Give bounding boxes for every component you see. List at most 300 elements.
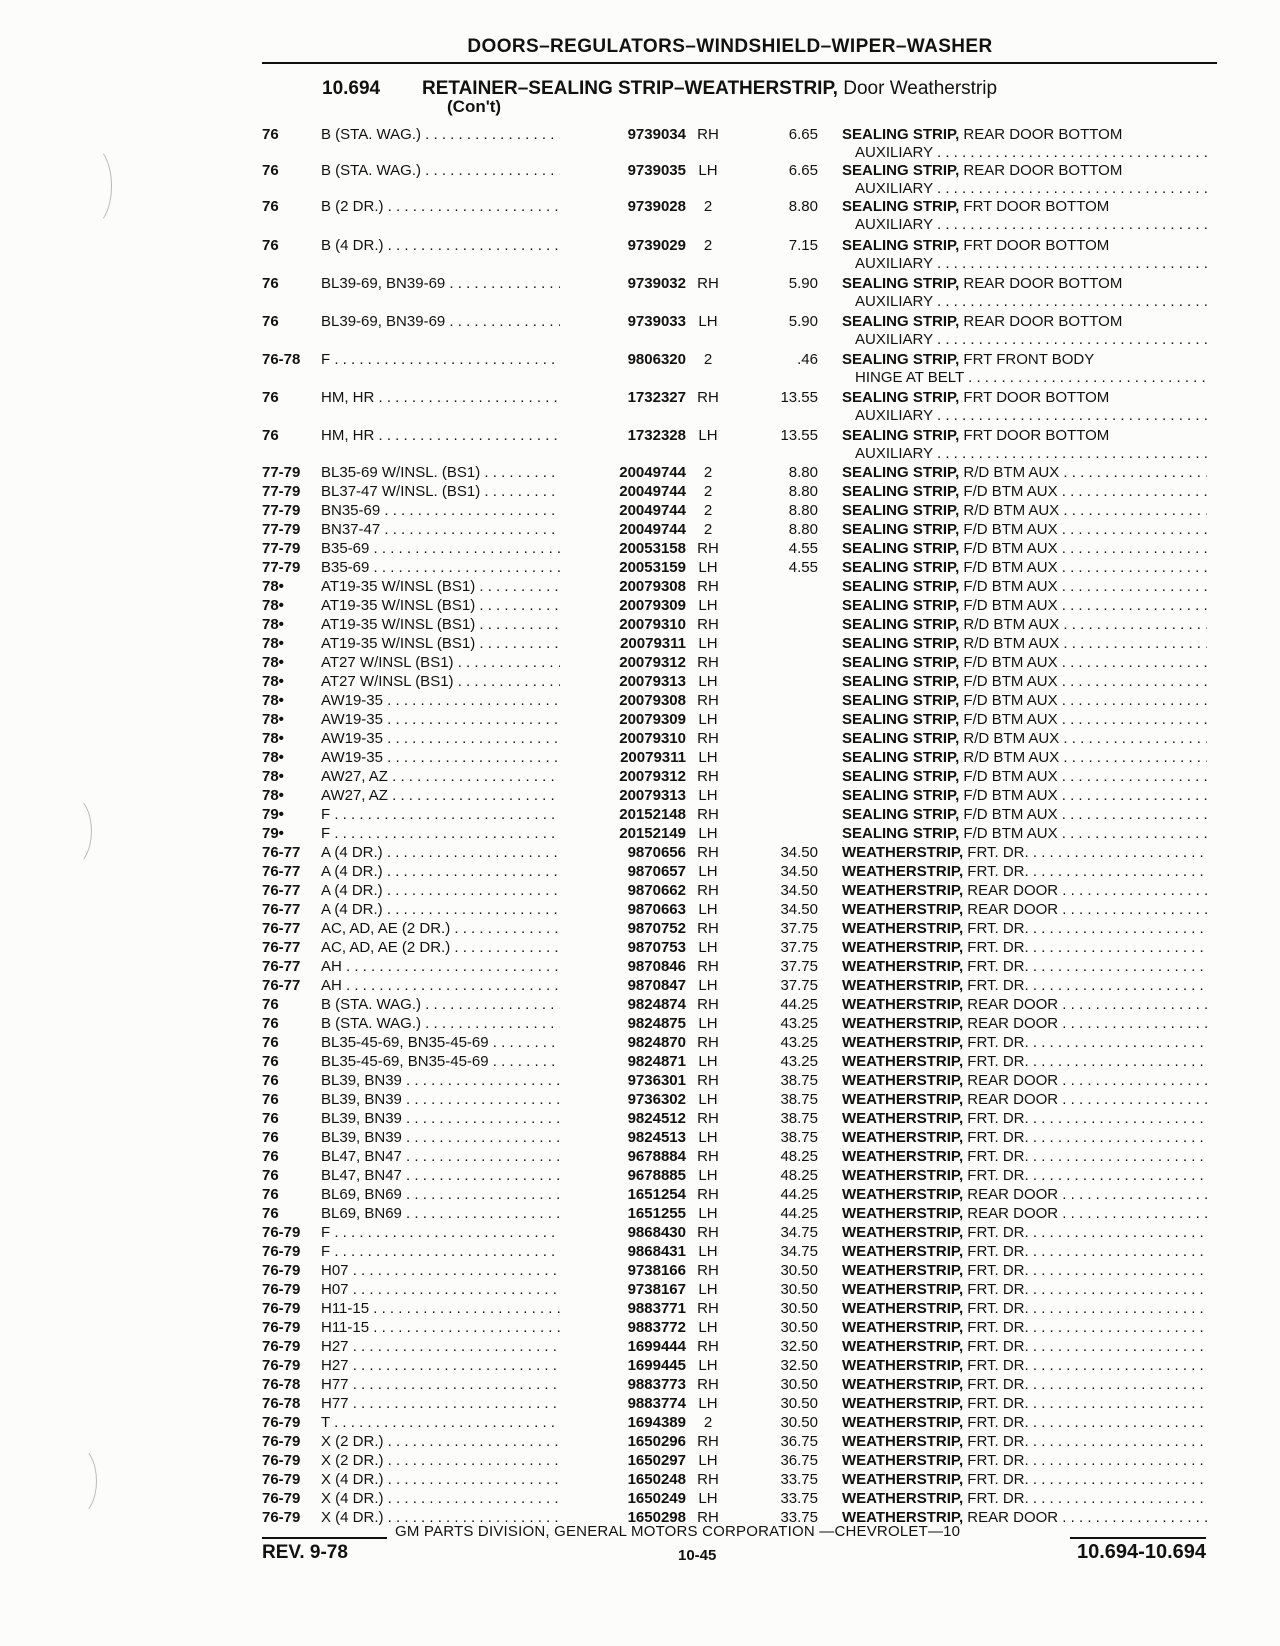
table-row [0,521,1280,539]
model-year: 78• [262,787,284,804]
list-price: 43.25 [780,1053,818,1070]
model-year: 78• [262,578,284,595]
part-number: 1732327 [560,389,686,407]
table-row [0,1471,1280,1489]
list-price: 30.50 [780,1414,818,1431]
section-range: 10.694-10.694 [1076,1541,1206,1563]
table-row-continuation [0,445,1280,463]
model-code: BL39, BN39 . . . [321,1091,584,1109]
description-name: WEATHERSTRIP, [842,958,964,975]
quantity-side: LH [698,1490,718,1507]
model-code: F . . . [321,1243,584,1261]
model-code: B (4 DR.) . . . [321,237,584,255]
section-title-bold: RETAINER–SEALING STRIP–WEATHERSTRIP, [422,78,838,99]
description-name: WEATHERSTRIP, [842,1376,964,1393]
quantity-side: 2 [703,237,713,254]
table-row [0,1034,1280,1052]
table-row [0,198,1280,216]
table-row [0,162,1280,180]
table-row-continuation [0,293,1280,311]
model-code: A (4 DR.) . . . [321,844,584,862]
description-detail: REAR DOOR BOTTOM [959,126,1123,143]
part-number: 20053159 [560,559,686,577]
quantity-side: RH [697,844,719,861]
model-code: X (4 DR.) . . . [321,1509,584,1527]
part-description [842,559,1207,577]
description-name: SEALING STRIP, [842,692,960,709]
description-detail: FRT. DR. [963,844,1029,861]
table-row [0,1433,1280,1451]
model-code: X (2 DR.) . . . [321,1433,584,1451]
quantity-side: LH [698,825,718,842]
model-year: 76 [262,237,279,254]
list-price: 34.50 [780,901,818,918]
table-row [0,275,1280,293]
model-code: BL37-47 W/INSL. (BS1) . . . [321,483,584,501]
model-code: B (2 DR.) . . . [321,198,584,216]
description-name: WEATHERSTRIP, [842,1243,964,1260]
table-row [0,597,1280,615]
quantity-side: RH [697,882,719,899]
table-row [0,1186,1280,1204]
quantity-side: LH [698,939,718,956]
table-row [0,996,1280,1014]
model-year: 78• [262,692,284,709]
list-price: 48.25 [780,1167,818,1184]
quantity-side: RH [697,616,719,633]
description-name: SEALING STRIP, [842,635,960,652]
description-name: WEATHERSTRIP, [842,1300,964,1317]
part-description [842,1015,1207,1033]
part-number: 20079309 [560,597,686,615]
table-row [0,483,1280,501]
list-price: 36.75 [780,1433,818,1450]
part-description [842,825,1207,843]
model-year: 76-79 [262,1319,301,1336]
model-year: 76 [262,1186,279,1203]
part-description [842,1186,1207,1204]
list-price: 8.80 [788,521,818,538]
list-price: 13.55 [780,389,818,406]
list-price: 5.90 [788,275,818,292]
description-name: WEATHERSTRIP, [842,1395,964,1412]
model-year: 76-77 [262,977,301,994]
model-code: AC, AD, AE (2 DR.) . . . [321,920,584,938]
description-detail: F/D BTM AUX [959,711,1058,728]
part-number: 9739028 [560,198,686,216]
part-description [842,1129,1207,1147]
part-description [842,996,1207,1014]
description-name: WEATHERSTRIP, [842,882,964,899]
model-code: AH . . . [321,958,584,976]
part-number: 9678885 [560,1167,686,1185]
description-detail: FRT. DR. [963,1281,1029,1298]
description-detail: R/D BTM AUX [959,635,1060,652]
description-continuation: HINGE AT BELT . . . [855,369,1207,387]
description-name: WEATHERSTRIP, [842,1281,964,1298]
part-number: 20079313 [560,673,686,691]
footer-rule-left [262,1537,387,1539]
description-continuation: AUXILIARY . . . [855,407,1207,425]
list-price: 37.75 [780,939,818,956]
part-number: 9870657 [560,863,686,881]
description-detail: FRT. DR. [963,1034,1029,1051]
table-row [0,1395,1280,1413]
model-code: AH . . . [321,977,584,995]
list-price: 34.50 [780,844,818,861]
description-detail: FRT. DR. [963,1110,1029,1127]
quantity-side: 2 [703,502,713,519]
table-row-continuation [0,144,1280,162]
model-year: 77-79 [262,521,301,538]
model-code: BL47, BN47 . . . [321,1167,584,1185]
quantity-side: RH [697,1338,719,1355]
list-price: 5.90 [788,313,818,330]
table-row [0,977,1280,995]
list-price: 32.50 [780,1357,818,1374]
list-price: 4.55 [788,540,818,557]
quantity-side: RH [697,654,719,671]
model-code: A (4 DR.) . . . [321,863,584,881]
part-number: 9883772 [560,1319,686,1337]
table-row [0,730,1280,748]
description-detail: FRT. DR. [963,1414,1029,1431]
model-year: 76 [262,427,279,444]
table-row [0,806,1280,824]
part-number: 20079312 [560,654,686,672]
model-code: F . . . [321,351,584,369]
model-year: 76 [262,275,279,292]
part-description [842,1110,1207,1128]
list-price: 8.80 [788,198,818,215]
model-code: BL69, BN69 . . . [321,1186,584,1204]
table-row [0,1091,1280,1109]
description-detail: FRT. DR. [963,1376,1029,1393]
table-row [0,540,1280,558]
description-name: SEALING STRIP, [842,597,960,614]
model-code: T . . . [321,1414,584,1432]
part-number: 1650248 [560,1471,686,1489]
model-code: AT19-35 W/INSL (BS1) . . . [321,635,584,653]
part-number: 20079310 [560,616,686,634]
model-year: 77-79 [262,464,301,481]
part-description [842,673,1207,691]
description-name: WEATHERSTRIP, [842,1433,964,1450]
part-description [842,1072,1207,1090]
model-year: 76 [262,162,279,179]
part-description [842,616,1207,634]
table-row [0,1148,1280,1166]
part-description [842,1395,1207,1413]
quantity-side: LH [698,635,718,652]
table-row [0,787,1280,805]
list-price: 48.25 [780,1148,818,1165]
quantity-side: 2 [703,521,713,538]
description-name: WEATHERSTRIP, [842,901,964,918]
revision-label: REV. 9-78 [262,1542,348,1563]
list-price: 8.80 [788,483,818,500]
part-number: 9824870 [560,1034,686,1052]
description-detail: R/D BTM AUX [959,749,1060,766]
model-year: 76-79 [262,1452,301,1469]
part-description [842,1414,1207,1432]
quantity-side: RH [697,1433,719,1450]
description-name: SEALING STRIP, [842,654,960,671]
part-description [842,711,1207,729]
description-name: SEALING STRIP, [842,616,960,633]
list-price: 34.50 [780,863,818,880]
model-code: AW19-35 . . . [321,711,584,729]
part-number: 20152148 [560,806,686,824]
part-number: 1732328 [560,427,686,445]
part-number: 9870753 [560,939,686,957]
model-year: 78• [262,768,284,785]
model-code: AW19-35 . . . [321,730,584,748]
part-number: 20079310 [560,730,686,748]
list-price: 30.50 [780,1281,818,1298]
table-row [0,126,1280,144]
description-name: SEALING STRIP, [842,787,960,804]
quantity-side: LH [698,863,718,880]
quantity-side: RH [697,1509,719,1526]
description-detail: REAR DOOR BOTTOM [959,162,1123,179]
quantity-side: LH [698,1452,718,1469]
model-code: AW27, AZ . . . [321,787,584,805]
list-price: 43.25 [780,1034,818,1051]
table-row [0,1224,1280,1242]
model-year: 76 [262,996,279,1013]
description-detail: FRT DOOR BOTTOM [959,389,1110,406]
list-price: 4.55 [788,559,818,576]
header-rule [262,62,1217,64]
model-code: B35-69 . . . [321,559,584,577]
footer-publisher: GM PARTS DIVISION, GENERAL MOTORS CORPORATION —CHEVROLET—10 [395,1523,961,1540]
part-number: 9739032 [560,275,686,293]
model-code: H11-15 . . . [321,1300,584,1318]
part-number: 1650298 [560,1509,686,1527]
quantity-side: LH [698,1319,718,1336]
list-price: 30.50 [780,1395,818,1412]
part-description [842,635,1207,653]
description-name: SEALING STRIP, [842,126,960,143]
table-row [0,1319,1280,1337]
description-name: SEALING STRIP, [842,275,960,292]
part-description [842,351,1207,369]
model-year: 76-79 [262,1262,301,1279]
quantity-side: LH [698,1053,718,1070]
table-row [0,1414,1280,1432]
part-number: 9678884 [560,1148,686,1166]
part-description [842,313,1207,331]
description-detail: F/D BTM AUX [959,768,1058,785]
description-name: WEATHERSTRIP, [842,844,964,861]
model-code: X (4 DR.) . . . [321,1471,584,1489]
part-description [842,1034,1207,1052]
quantity-side: 2 [703,351,713,368]
model-year: 76-79 [262,1243,301,1260]
part-number: 9883771 [560,1300,686,1318]
description-name: SEALING STRIP, [842,730,960,747]
table-row [0,578,1280,596]
quantity-side: LH [698,162,718,179]
model-code: BL39-69, BN39-69 . . . [321,275,584,293]
quantity-side: RH [697,1148,719,1165]
model-year: 76-77 [262,939,301,956]
model-code: BL35-45-69, BN35-45-69 . . . [321,1034,584,1052]
quantity-side: RH [697,578,719,595]
description-detail: R/D BTM AUX [959,464,1060,481]
quantity-side: 2 [703,198,713,215]
model-year: 76 [262,1148,279,1165]
table-row [0,1072,1280,1090]
description-continuation: AUXILIARY . . . [855,255,1207,273]
list-price: 34.75 [780,1243,818,1260]
description-continuation: AUXILIARY . . . [855,180,1207,198]
model-year: 76-79 [262,1300,301,1317]
quantity-side: RH [697,389,719,406]
description-detail: REAR DOOR [963,1186,1059,1203]
part-description [842,1338,1207,1356]
model-year: 76 [262,1167,279,1184]
description-detail: FRT DOOR BOTTOM [959,237,1110,254]
model-code: AT19-35 W/INSL (BS1) . . . [321,616,584,634]
model-year: 76-79 [262,1509,301,1526]
part-number: 1651254 [560,1186,686,1204]
table-row [0,692,1280,710]
section-title-rest: Door Weatherstrip [837,78,998,99]
model-year: 76-77 [262,863,301,880]
model-year: 76-77 [262,882,301,899]
description-name: WEATHERSTRIP, [842,1015,964,1032]
part-number: 9868431 [560,1243,686,1261]
model-year: 78• [262,730,284,747]
description-detail: FRT. DR. [963,1148,1029,1165]
model-code: F . . . [321,806,584,824]
table-row [0,1262,1280,1280]
quantity-side: LH [698,1167,718,1184]
part-number: 1650296 [560,1433,686,1451]
model-year: 77-79 [262,540,301,557]
description-name: WEATHERSTRIP, [842,1110,964,1127]
table-row [0,1490,1280,1508]
model-code: H27 . . . [321,1357,584,1375]
description-detail: REAR DOOR [963,1509,1059,1526]
quantity-side: LH [698,1395,718,1412]
quantity-side: RH [697,768,719,785]
description-name: SEALING STRIP, [842,559,960,576]
part-number: 1694389 [560,1414,686,1432]
part-description [842,1433,1207,1451]
description-name: WEATHERSTRIP, [842,863,964,880]
description-name: WEATHERSTRIP, [842,1319,964,1336]
description-detail: FRT. DR. [963,1319,1029,1336]
quantity-side: 2 [703,1414,713,1431]
table-row [0,901,1280,919]
description-name: WEATHERSTRIP, [842,1167,964,1184]
part-description [842,844,1207,862]
description-name: WEATHERSTRIP, [842,939,964,956]
quantity-side: RH [697,1262,719,1279]
model-year: 76 [262,1053,279,1070]
table-row-continuation [0,255,1280,273]
list-price: 44.25 [780,1205,818,1222]
description-continuation: AUXILIARY . . . [855,144,1207,162]
part-description [842,237,1207,255]
part-number: 20079309 [560,711,686,729]
part-number: 9824512 [560,1110,686,1128]
description-detail: FRT. DR. [963,920,1029,937]
part-description [842,389,1207,407]
part-number: 9739029 [560,237,686,255]
part-number: 20049744 [560,483,686,501]
part-description [842,901,1207,919]
description-detail: FRT. DR. [963,1490,1029,1507]
part-description [842,1262,1207,1280]
section-title [422,78,997,100]
part-number: 9824871 [560,1053,686,1071]
part-description [842,540,1207,558]
model-year: 76 [262,1015,279,1032]
part-number: 1650297 [560,1452,686,1470]
part-number: 9883774 [560,1395,686,1413]
table-row [0,464,1280,482]
description-name: WEATHERSTRIP, [842,1414,964,1431]
part-description [842,1243,1207,1261]
model-code: B (STA. WAG.) . . . [321,1015,584,1033]
model-year: 76-79 [262,1357,301,1374]
model-year: 79• [262,806,284,823]
list-price: 7.15 [788,237,818,254]
model-year: 76 [262,1205,279,1222]
part-number: 9738167 [560,1281,686,1299]
model-year: 77-79 [262,502,301,519]
description-name: SEALING STRIP, [842,540,960,557]
part-number: 1650249 [560,1490,686,1508]
list-price: 38.75 [780,1072,818,1089]
model-year: 78• [262,616,284,633]
table-row [0,768,1280,786]
list-price: 34.75 [780,1224,818,1241]
part-description [842,749,1207,767]
table-row [0,844,1280,862]
part-number: 1699445 [560,1357,686,1375]
model-year: 78• [262,654,284,671]
part-number: 9824874 [560,996,686,1014]
description-detail: REAR DOOR [963,996,1059,1013]
part-number: 9736301 [560,1072,686,1090]
part-number: 20079313 [560,787,686,805]
table-row [0,1205,1280,1223]
model-code: H77 . . . [321,1395,584,1413]
description-detail: FRT. DR. [963,1452,1029,1469]
description-detail: REAR DOOR [963,1015,1059,1032]
model-code: B35-69 . . . [321,540,584,558]
model-code: AT19-35 W/INSL (BS1) . . . [321,578,584,596]
part-description [842,1490,1207,1508]
description-detail: REAR DOOR [963,1205,1059,1222]
model-code: BN35-69 . . . [321,502,584,520]
part-number: 9870656 [560,844,686,862]
description-detail: F/D BTM AUX [959,673,1058,690]
part-description [842,977,1207,995]
description-name: WEATHERSTRIP, [842,996,964,1013]
model-code: H07 . . . [321,1281,584,1299]
part-description [842,654,1207,672]
part-number: 9868430 [560,1224,686,1242]
part-number: 1651255 [560,1205,686,1223]
quantity-side: RH [697,1072,719,1089]
part-number: 9883773 [560,1376,686,1394]
